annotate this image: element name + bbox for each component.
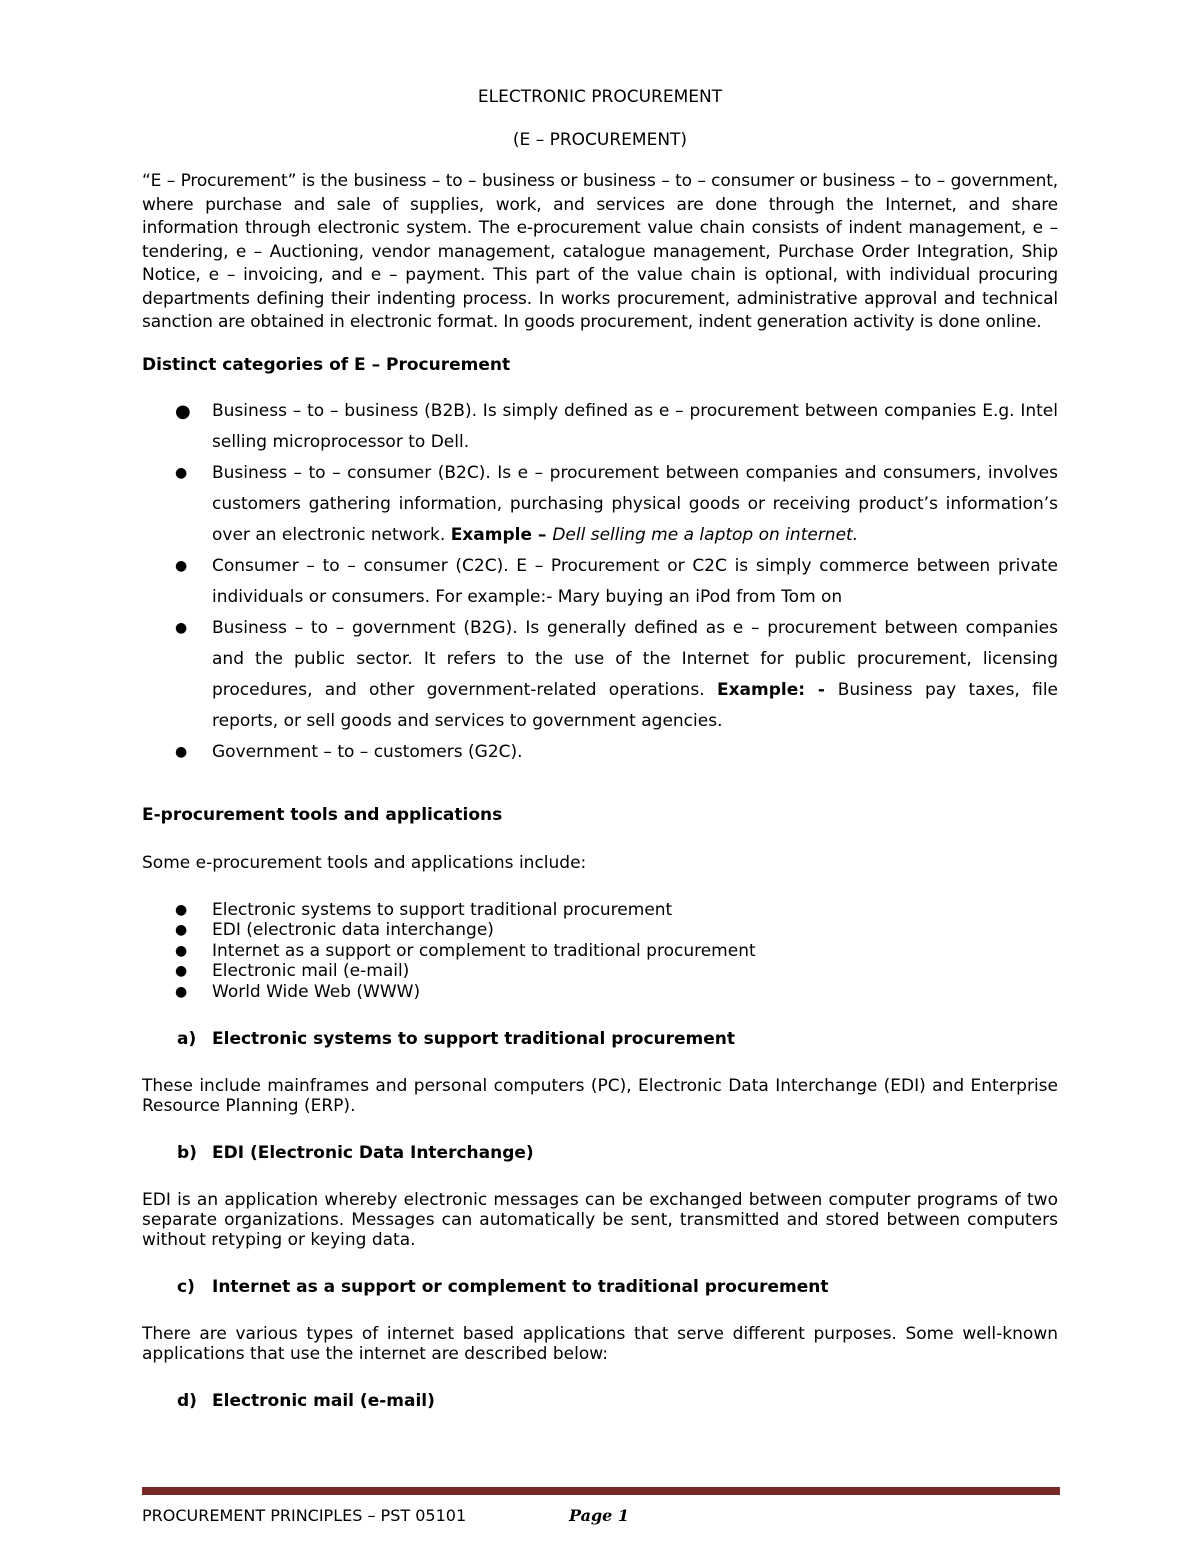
section-body-b: EDI is an application whereby electronic messages can be exchanged between computer programs of two separate organizations. Messages can automatically be sent, transmitted and stored between computers without retyping or keying data. <box>142 1190 1058 1250</box>
list-item <box>142 737 1058 768</box>
page-number: Page 1 <box>569 1506 630 1525</box>
bullet-icon: ● <box>175 464 188 481</box>
footer-course: PROCUREMENT PRINCIPLES – PST 05101 <box>142 1506 467 1525</box>
section-heading-d <box>142 1390 1058 1412</box>
page-footer <box>142 1506 630 1526</box>
category-text: Government – to – customers (G2C). <box>212 741 523 762</box>
tools-heading: E-procurement tools and applications <box>142 804 503 825</box>
list-item <box>142 900 1058 921</box>
example-text: Dell selling me a laptop on internet. <box>552 524 859 545</box>
footer-divider <box>142 1487 1060 1495</box>
tool-text: World Wide Web (WWW) <box>212 981 421 1002</box>
bullet-icon: ● <box>175 983 188 1000</box>
section-body-c: There are various types of internet based applications that serve different purposes. Some well-known applications that use the internet are described below: <box>142 1324 1058 1364</box>
tool-text: Internet as a support or complement to traditional procurement <box>212 940 756 961</box>
tool-text: EDI (electronic data interchange) <box>212 920 494 940</box>
category-text: Business – to – business (B2B). Is simply defined as e – procurement between companies E.g. Intel selling microprocessor to Dell. <box>212 400 1058 452</box>
categories-heading: Distinct categories of E – Procurement <box>142 354 511 375</box>
section-heading-c <box>142 1276 1058 1298</box>
list-item <box>142 613 1058 737</box>
example-label: Example – <box>450 524 553 545</box>
bullet-icon: ● <box>175 743 188 760</box>
bullet-icon: ● <box>175 557 188 574</box>
tools-list <box>142 900 1058 1003</box>
intro-paragraph: “E – Procurement” is the business – to – business or business – to – consumer or business – to – government, where purchase and sale of supplies, work, and services are done through the Internet, and share information through electronic system. The e-procurement value chain consists of indent management, e – tendering, e – Auctioning, vendor management, catalogue management, Purchase Order Integration, Ship Notice, e – invoicing, and e – payment. This part of the value chain is optional, with individual procuring departments defining their indenting process. In works procurement, administrative approval and technical sanction are obtained in electronic format. In goods procurement, indent generation activity is done online. <box>142 171 1058 332</box>
section-label: d) <box>177 1391 197 1411</box>
section-label: c) <box>177 1277 195 1297</box>
category-text: Consumer – to – consumer (C2C). E – Procurement or C2C is simply commerce between private individuals or consumers. For example:- Mary buying an iPod from Tom on <box>212 555 1058 607</box>
bullet-icon: ● <box>175 619 188 636</box>
document-page <box>142 86 1058 1412</box>
section-label: a) <box>177 1029 197 1049</box>
bullet-icon: ● <box>175 922 188 938</box>
bullet-icon: ● <box>175 901 188 918</box>
section-heading-b <box>142 1142 1058 1164</box>
categories-list <box>142 396 1058 768</box>
list-item <box>142 551 1058 613</box>
list-item <box>142 982 1058 1003</box>
bullet-icon: ● <box>175 400 191 422</box>
section-title: EDI (Electronic Data Interchange) <box>212 1143 534 1163</box>
list-item <box>142 920 1058 941</box>
list-item <box>142 941 1058 962</box>
section-body-a: These include mainframes and personal computers (PC), Electronic Data Interchange (EDI) and Enterprise Resource Planning (ERP). <box>142 1076 1058 1116</box>
category-text: Business – to – consumer (B2C). Is e – procurement between companies and consumers, involves customers gathering information, purchasing physical goods or receiving product’s information’s over an electronic network. <box>212 462 1058 545</box>
section-title: Electronic mail (e-mail) <box>212 1391 435 1411</box>
tool-text: Electronic mail (e-mail) <box>212 961 410 981</box>
page-subtitle: (E – PROCUREMENT) <box>512 130 688 150</box>
category-text: Business – to – government (B2G). Is generally defined as e – procurement between companies and the public sector. It refers to the use of the Internet for public procurement, licensing procedures, and other government-related operations. <box>212 617 1058 700</box>
example-text: Business pay taxes, file reports, or sell goods and services to government agencies. <box>212 679 1058 731</box>
section-title: Internet as a support or complement to traditional procurement <box>212 1277 829 1297</box>
tools-intro: Some e-procurement tools and applications include: <box>142 852 587 873</box>
bullet-icon: ● <box>175 963 188 979</box>
section-heading-a <box>142 1028 1058 1050</box>
list-item <box>142 396 1058 458</box>
section-label: b) <box>177 1143 197 1163</box>
example-label: Example: - <box>716 679 838 700</box>
section-title: Electronic systems to support traditional procurement <box>212 1029 736 1049</box>
tool-text: Electronic systems to support traditional procurement <box>212 899 673 920</box>
list-item <box>142 458 1058 551</box>
list-item <box>142 961 1058 982</box>
page-title: ELECTRONIC PROCUREMENT <box>477 87 723 107</box>
bullet-icon: ● <box>175 942 188 959</box>
